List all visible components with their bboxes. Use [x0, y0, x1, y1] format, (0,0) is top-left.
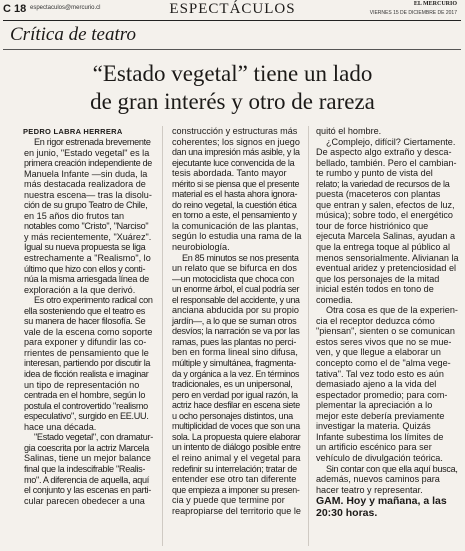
article-text-line: que la entrega toque al público al [316, 242, 450, 253]
article-text-line: anciana abducida por su propio [172, 305, 299, 316]
kicker-rule [3, 49, 461, 50]
article-text-line: Salinas, tiene un mejor balance [24, 453, 151, 464]
article-text-line: dan una impresión más asible, y la [172, 147, 300, 158]
author-byline: PEDRO LABRA HERRERA [23, 127, 123, 136]
article-text-line: tesis abordada. Tanto mayor [172, 168, 287, 179]
column-divider [308, 126, 309, 546]
article-text-line: menos sensorialmente. Alivianan la [316, 252, 459, 263]
article-text-line: exploración a la que derivó. [24, 284, 136, 295]
article-text-line: primera creación independiente de [24, 158, 152, 169]
article-text-line: su manera de hacer filosofía. Se [24, 316, 146, 327]
article-text-line: rrientes de pensamiento que le [24, 347, 149, 358]
article-text-line: tativa". Tal vez todo esto es aún [316, 368, 444, 379]
article-text-line: multiplicidad de voces que son una [172, 421, 300, 432]
article-text-line: pero en verdad por igual razón, la [172, 389, 298, 400]
article-text-line: ejecutante luce convencida de la [172, 157, 295, 168]
article-text-line: 20:30 horas. [316, 507, 378, 520]
article-text-line: plementar la apreciación a lo [316, 400, 433, 411]
article-text-line: Otra cosa es que de la experien- [326, 305, 458, 316]
newspaper-name: EL MERCURIO [413, 1, 457, 7]
article-text-line: inicial estén todos en tono de [316, 284, 434, 295]
article-text-line: espectador promedio; para com- [316, 389, 448, 400]
article-text-line: más destacada realizadora de [24, 179, 146, 190]
article-text-line: ejecuta Marcela Salinas, ayudan a [316, 231, 456, 242]
article-text-line: para exponer y difundir las co- [24, 337, 147, 348]
article-text-line: un enorme árbol, el cual podría ser [172, 284, 300, 295]
article-text-line: da y orgánica a la vez. En términos [172, 368, 300, 379]
article-text-line: comedia. [316, 294, 353, 305]
headline-line-2: de gran interés y otro de rareza [90, 89, 375, 114]
article-text-line: —un motociclista que choca con [172, 273, 294, 284]
article-text-line: además, nuevos caminos para [316, 474, 440, 485]
article-text-line: centrada en el hombre, según lo [24, 390, 146, 401]
article-text-line: En rigor estrenada brevemente [34, 137, 151, 147]
section-title: ESPECTÁCULOS [169, 1, 296, 17]
article-text-line: un artificio escénico para ser [316, 442, 432, 453]
article-text-line: postula el controvertido "realismo [24, 400, 148, 411]
article-text-line: "Estado vegetal", con dramatur- [34, 432, 153, 443]
article-column-1 [24, 137, 152, 506]
article-text-line: idea de ficción realista e imaginar [24, 369, 149, 380]
page-header [0, 0, 465, 20]
article-text-line: que los personajes de la mitad [316, 273, 440, 284]
article-text-line: último que hizo con ellos y conti- [24, 263, 146, 274]
column-divider [162, 126, 163, 546]
article-text-line: notables como "Cristo", "Narciso" [24, 221, 149, 232]
article-text-line: te rumbo y punto de vista del [316, 168, 433, 179]
article-text-line: estos seres vivos que no se mue- [316, 336, 452, 347]
article-text-line: según lo estudia una rama de la [172, 231, 302, 242]
article-text-line: ¿Complejo, difícil? Ciertamente. [326, 136, 456, 147]
article-text-line: mejor este debería previamente [316, 410, 445, 421]
article-text-line: múltiple y simultánea, fragmenta- [172, 358, 297, 369]
article-text-line: tour de force histriónico que [316, 220, 429, 231]
article-text-line: demasiado ajeno a la vida del [316, 379, 437, 390]
article-text-line: vale de la escena como soporte [24, 326, 153, 337]
article-text-line: investigar la materia. Quizás [316, 421, 431, 432]
article-text-line: bellado, también. Pero el cambian- [316, 157, 457, 168]
headline-line-1: “Estado vegetal” tiene un lado [92, 61, 373, 86]
article-text-line: ella sosteniendo que el teatro es [24, 305, 146, 316]
article-text-line: un intento de diálogo posible entre [172, 442, 301, 453]
article-text-line: nuestra escena— tras la disolu- [24, 189, 152, 200]
article-text-line: "piensan", sienten o se comunican [316, 326, 455, 337]
article-text-line: coherentes; los signos en juego [172, 136, 300, 147]
article-text-line: ven, y que llegue a elaborar un [316, 347, 441, 358]
article-text-line: reapropiarse del territorio que le [172, 505, 301, 516]
article-text-line: eventual aridez y pretenciosidad el [316, 263, 457, 274]
article-text-line: En 85 minutos se nos presenta [182, 252, 299, 263]
issue-date: VIERNES 15 DE DICIEMBRE DE 2017 [369, 10, 457, 16]
article-text-line: ben en forma lineal sino difusa, [172, 347, 298, 358]
article-text-line: en torno a este, el pensamiento y [172, 210, 297, 221]
header-rule [3, 20, 461, 21]
article-text-line: puesta (maceteros con plantas [316, 189, 441, 200]
article-text-line: Igual su nueva propuesta se liga [24, 242, 146, 253]
article-text-line: en junio, "Estado vegetal" es la [24, 147, 150, 158]
article-text-line: ramas, pues las plantas no perci- [172, 336, 297, 347]
article-text-line: quitó el hombre. [316, 126, 382, 136]
article-text-line: Es otro experimento radical con [34, 295, 153, 306]
article-text-line: interesan, partiendo por discutir la [24, 358, 151, 369]
article-text-line: concepto como el de "alma vege- [316, 358, 451, 369]
article-column-3 [316, 126, 458, 519]
section-email: espectaculos@mercurio.cl [30, 5, 101, 11]
article-text-line: material es el hasta ahora ignora- [172, 189, 298, 200]
article-text-line: mérito si se piensa que el presente [172, 178, 300, 189]
article-text-line: un relato que se bifurca en dos [172, 263, 297, 274]
article-text-line: hace una década. [24, 421, 97, 432]
article-headline [0, 60, 465, 116]
article-text-line: el reino animal y el vegetal para [172, 452, 301, 463]
article-text-line: cia el receptor deduzca cómo [316, 315, 435, 326]
page-number: C 18 [3, 3, 27, 15]
article-text-line: la comunicación de las plantas, [172, 220, 299, 231]
article-text-line: actriz hace desfilar en escena siete [172, 400, 300, 411]
article-text-line: desvíos; la narración se va por las [172, 326, 300, 337]
article-text-line: redefinir su interrelación; tratar de [172, 463, 297, 474]
article-text-line: construcción y estructuras más [172, 126, 298, 136]
article-text-line: en 15 años dio frutos tan [24, 210, 125, 221]
article-text-line: el responsable del accidente, y una [172, 294, 300, 305]
article-text-line: GAM. Hoy y mañana, a las [316, 495, 447, 508]
article-text-line: música); sobre todo, el energético [316, 210, 453, 221]
article-text-line: relato; la variedad de recursos de la [316, 178, 450, 189]
article-text-line: gia coescrita por la actriz Marcela [24, 442, 149, 453]
article-text-line: vehículo de divulgación teórica. [316, 452, 443, 463]
article-text-line: Infante subestima los límites de [316, 431, 444, 442]
article-text-line: mo". A diferencia de aquella, aquí [24, 474, 149, 485]
article-text-line: final que la indescifrable "Realis- [24, 463, 146, 474]
article-text-line: núa la misma arriesgada línea de [24, 274, 149, 285]
article-text-line: entender ese otro tan diferente [172, 474, 297, 485]
article-text-line: Sin contar con que ella aquí busca, [326, 463, 458, 474]
article-text-line: y más recientemente, "Xuárez". [24, 231, 152, 242]
article-text-line: jardín—, a lo que se suman otros [172, 315, 297, 326]
article-text-line: que entran y salen, efectos de luz, [316, 199, 455, 210]
article-text-line: do reino vegetal, la cuestión ética [172, 199, 297, 210]
article-text-line: estrechamente a "Realismo", lo [24, 253, 151, 264]
article-text-line: el conjunto y las escenas en parti- [24, 485, 151, 496]
article-text-line: u ocho personajes distintos, una [172, 410, 293, 421]
article-text-line: especulativo", surgido en EE.UU. [24, 411, 149, 422]
column-kicker: Crítica de teatro [10, 24, 136, 45]
article-text-line: ción de su grupo Teatro de Chile, [24, 200, 148, 211]
article-column-2 [172, 126, 300, 516]
article-text-line: neurobiología. [172, 242, 230, 253]
article-text-line: cia y puede que termine por [172, 495, 285, 506]
article-text-line: tradicionales, es un unipersonal, [172, 379, 293, 390]
article-text-line: hacer teatro y representar. [316, 484, 423, 495]
article-text-line: Manuela Infante —sin duda, la [24, 168, 148, 179]
article-text-line: un tipo de representación no [24, 379, 140, 390]
article-text-line: que empieza a imponer su presen- [172, 484, 300, 495]
article-text-line: De aspecto algo extraño y desca- [316, 147, 452, 158]
article-text-line: sola. La propuesta quiere elaborar [172, 431, 301, 442]
article-text-line: cular parecen obedecer a una [24, 495, 145, 506]
